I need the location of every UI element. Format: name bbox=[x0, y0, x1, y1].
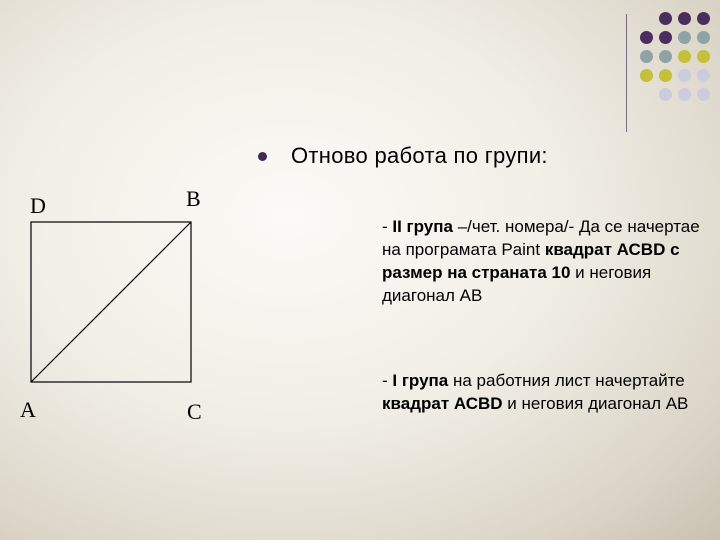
slide-heading: Отново работа по групи: bbox=[291, 143, 548, 168]
vertex-label-a: A bbox=[20, 397, 36, 422]
text-run: и неговия диагонал АВ bbox=[382, 263, 652, 305]
text-run: –/чет. номера/- Да се начертае на програмата Paint bbox=[382, 217, 700, 259]
text-run: на работния лист начертайте bbox=[448, 371, 685, 390]
vertex-label-b: B bbox=[186, 186, 201, 211]
text-run: - bbox=[382, 371, 393, 390]
vertex-label-c: C bbox=[187, 399, 202, 424]
group-label: II група bbox=[392, 217, 453, 236]
vertex-label-d: D bbox=[30, 193, 46, 218]
task-group-2 bbox=[382, 215, 702, 307]
diagonal-ab bbox=[31, 222, 191, 382]
text-run: - bbox=[382, 217, 393, 236]
text-run: и неговия диагонал АВ bbox=[502, 394, 689, 413]
emphasis-text: квадрат АСВD bbox=[382, 394, 503, 413]
task-group-1 bbox=[382, 369, 702, 415]
emphasis-text: квадрат АСВD с размер на страната 10 bbox=[382, 240, 680, 282]
group-label: I група bbox=[392, 371, 449, 390]
